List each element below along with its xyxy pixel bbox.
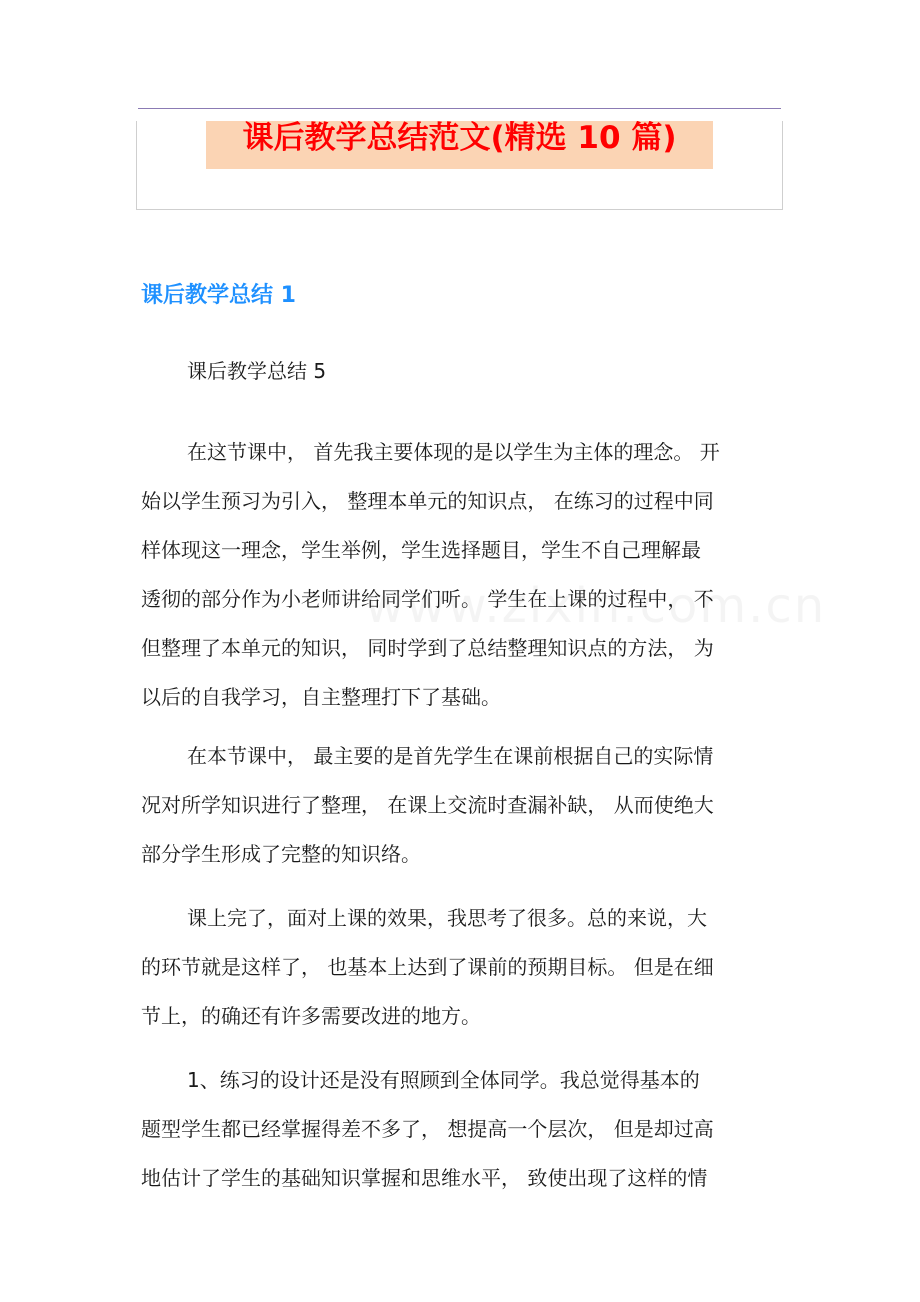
paragraph-line: 地估计了学生的基础知识掌握和思维水平， 致使出现了这样的情 bbox=[141, 1166, 708, 1190]
document-title: 课后教学总结范文(精选 10 篇) bbox=[242, 121, 677, 155]
paragraph-line: 透彻的部分作为小老师讲给同学们听。 学生在上课的过程中， 不 bbox=[141, 587, 714, 611]
paragraph-2 bbox=[141, 732, 801, 879]
paragraph-line: 样体现这一理念，学生举例，学生选择题目，学生不自己理解最 bbox=[141, 538, 701, 562]
paragraph-line: 以后的自我学习，自主整理打下了基础。 bbox=[141, 685, 501, 709]
paragraph-3 bbox=[141, 894, 801, 1041]
paragraph-line: 节上，的确还有许多需要改进的地方。 bbox=[141, 1004, 481, 1028]
section-heading: 课后教学总结 1 bbox=[141, 283, 296, 308]
paragraph-line: 但整理了本单元的知识， 同时学到了总结整理知识点的方法， 为 bbox=[141, 636, 714, 660]
paragraph-line: 在这节课中， 首先我主要体现的是以学生为主体的理念。 开 bbox=[187, 440, 720, 464]
paragraph-line: 部分学生形成了完整的知识络。 bbox=[141, 842, 421, 866]
paragraph-line: 况对所学知识进行了整理， 在课上交流时查漏补缺， 从而使绝大 bbox=[141, 793, 714, 817]
paragraph-line: 在本节课中， 最主要的是首先学生在课前根据自己的实际情 bbox=[187, 744, 714, 768]
paragraph-line: 课上完了，面对上课的效果，我思考了很多。总的来说，大 bbox=[187, 906, 707, 930]
paragraph-4 bbox=[141, 1056, 801, 1203]
paragraph-line: 题型学生都已经掌握得差不多了， 想提高一个层次， 但是却过高 bbox=[141, 1117, 714, 1141]
paragraph-line: 1、练习的设计还是没有照顾到全体同学。我总觉得基本的 bbox=[187, 1068, 700, 1092]
paragraph-1 bbox=[141, 428, 801, 722]
paragraph-line: 的环节就是这样了， 也基本上达到了课前的预期目标。 但是在细 bbox=[141, 955, 714, 979]
title-frame bbox=[136, 121, 783, 210]
paragraph-line: 始以学生预习为引入， 整理本单元的知识点， 在练习的过程中同 bbox=[141, 489, 714, 513]
subheading: 课后教学总结 5 bbox=[187, 359, 327, 383]
header-rule bbox=[138, 108, 781, 109]
